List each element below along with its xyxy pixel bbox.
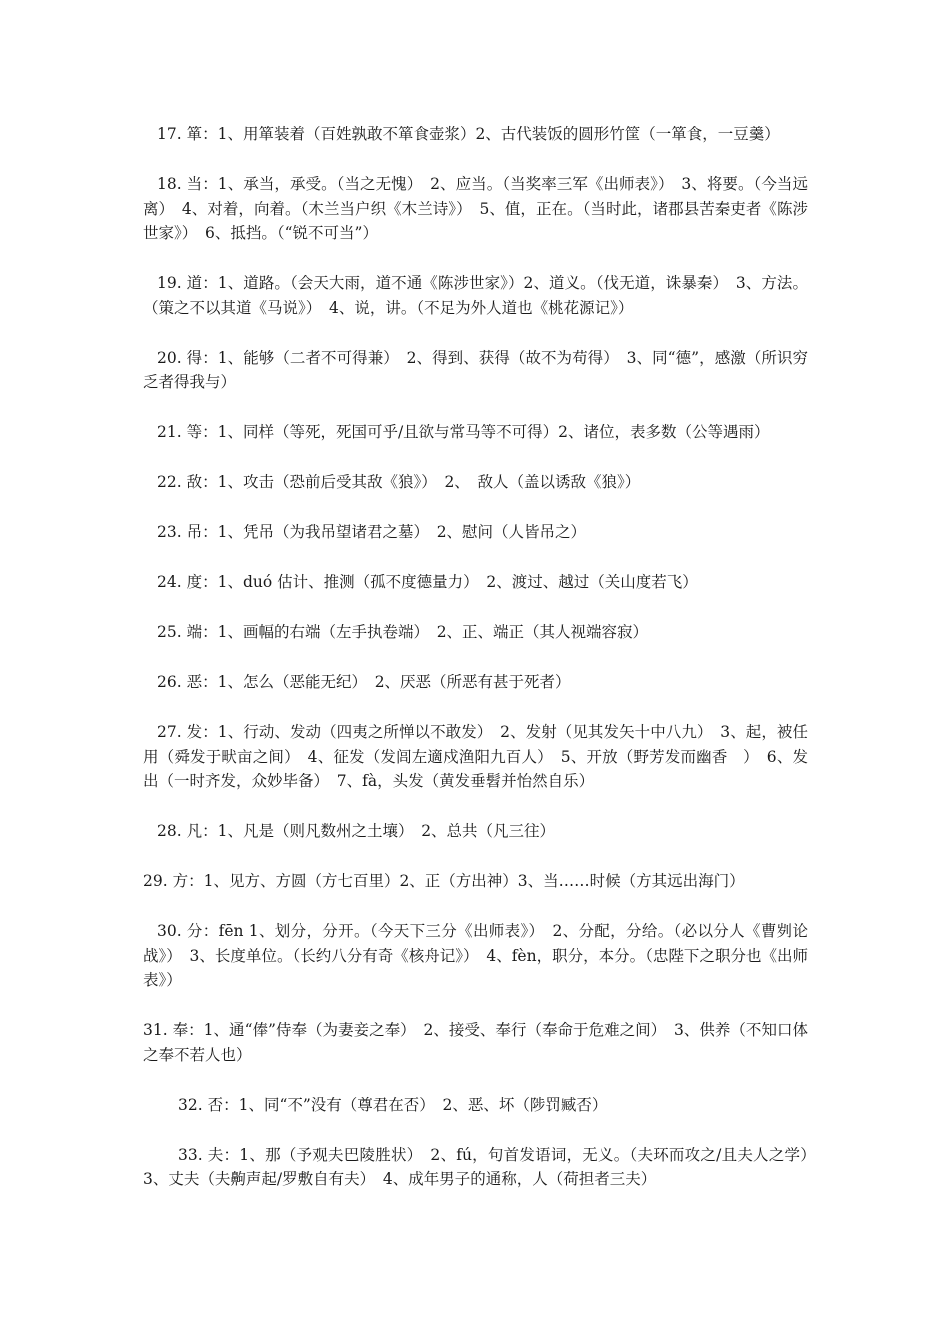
entry-31: 31. 奉：1、通“俸”侍奉（为妻妾之奉） 2、接受、奉行（奉命于危难之间） 3、供养（不知口体之奉不若人也）	[143, 1021, 808, 1064]
entry-28: 28. 凡：1、凡是（则凡数州之土壤） 2、总共（凡三往）	[157, 822, 556, 840]
entry-29: 29. 方：1、见方、方圆（方七百里）2、正（方出神）3、当……时候（方其远出海门）	[143, 872, 745, 890]
document-body	[143, 122, 824, 1217]
entry-23: 23. 吊：1、凭吊（为我吊望诸君之墓） 2、慰问（人皆吊之）	[157, 523, 587, 541]
entry-30: 30. 分：fēn 1、划分，分开。（今天下三分《出师表》） 2、分配，分给。（必以分人《曹刿论战》） 3、长度单位。（长约八分有奇《核舟记》） 4、fèn，职分，本分。（忠陛下之职分也《出师表》）	[143, 922, 808, 989]
entry-17: 17. 箪：1、用箪装着（百姓孰敢不箪食壶浆）2、古代装饭的圆形竹筐（一箪食，一豆羹）	[157, 125, 780, 143]
entry-25: 25. 端：1、画幅的右端（左手执卷端） 2、正、端正（其人视端容寂）	[157, 623, 649, 641]
entry-18: 18. 当：1、承当，承受。（当之无愧） 2、应当。（当奖率三军《出师表》） 3、将要。（今当远离） 4、对着，向着。（木兰当户织《木兰诗》） 5、值，正在。（当时此，诸郡县苦秦吏者《陈涉世家》） 6、抵挡。（“锐不可当”）	[143, 175, 808, 242]
entry-22: 22. 敌：1、攻击（恐前后受其敌《狼》） 2、 敌人（盖以诱敌《狼》）	[157, 473, 641, 491]
entry-32: 32. 否：1、同“不”没有（尊君在否） 2、恶、坏（陟罚臧否）	[178, 1095, 608, 1114]
entry-27: 27. 发：1、行动、发动（四夷之所惮以不敢发） 2、发射（见其发矢十中八九） 3、起，被任用（舜发于畎亩之间） 4、征发（发闾左適戍渔阳九百人） 5、开放（野芳发而幽香 ） 6、发出（一时齐发，众妙毕备） 7、fà，头发（黄发垂髫并怡然自乐）	[143, 723, 808, 790]
entry-24: 24. 度：1、duó 估计、推测（孤不度德量力） 2、渡过、越过（关山度若飞）	[157, 573, 698, 591]
entry-20: 20. 得：1、能够（二者不可得兼） 2、得到、获得（故不为苟得） 3、同“德”，感激（所识穷乏者得我与）	[143, 348, 808, 391]
entry-33: 33. 夫：1、那（予观夫巴陵胜状） 2、fú，句首发语词，无义。（夫环而攻之/且夫人之学） 3、丈夫（夫齁声起/罗敷自有夫） 4、成年男子的通称，人（荷担者三夫）	[143, 1145, 824, 1188]
entry-19: 19. 道：1、道路。（会天大雨，道不通《陈涉世家》）2、道义。（伐无道，诛暴秦） 3、方法。（策之不以其道《马说》） 4、说，讲。（不足为外人道也《桃花源记》）	[143, 274, 808, 317]
entry-26: 26. 恶：1、怎么（恶能无纪） 2、厌恶（所恶有甚于死者）	[157, 673, 571, 691]
entry-21: 21. 等：1、同样（等死，死国可乎/且欲与常马等不可得）2、诸位，表多数（公等遇雨）	[157, 423, 770, 441]
